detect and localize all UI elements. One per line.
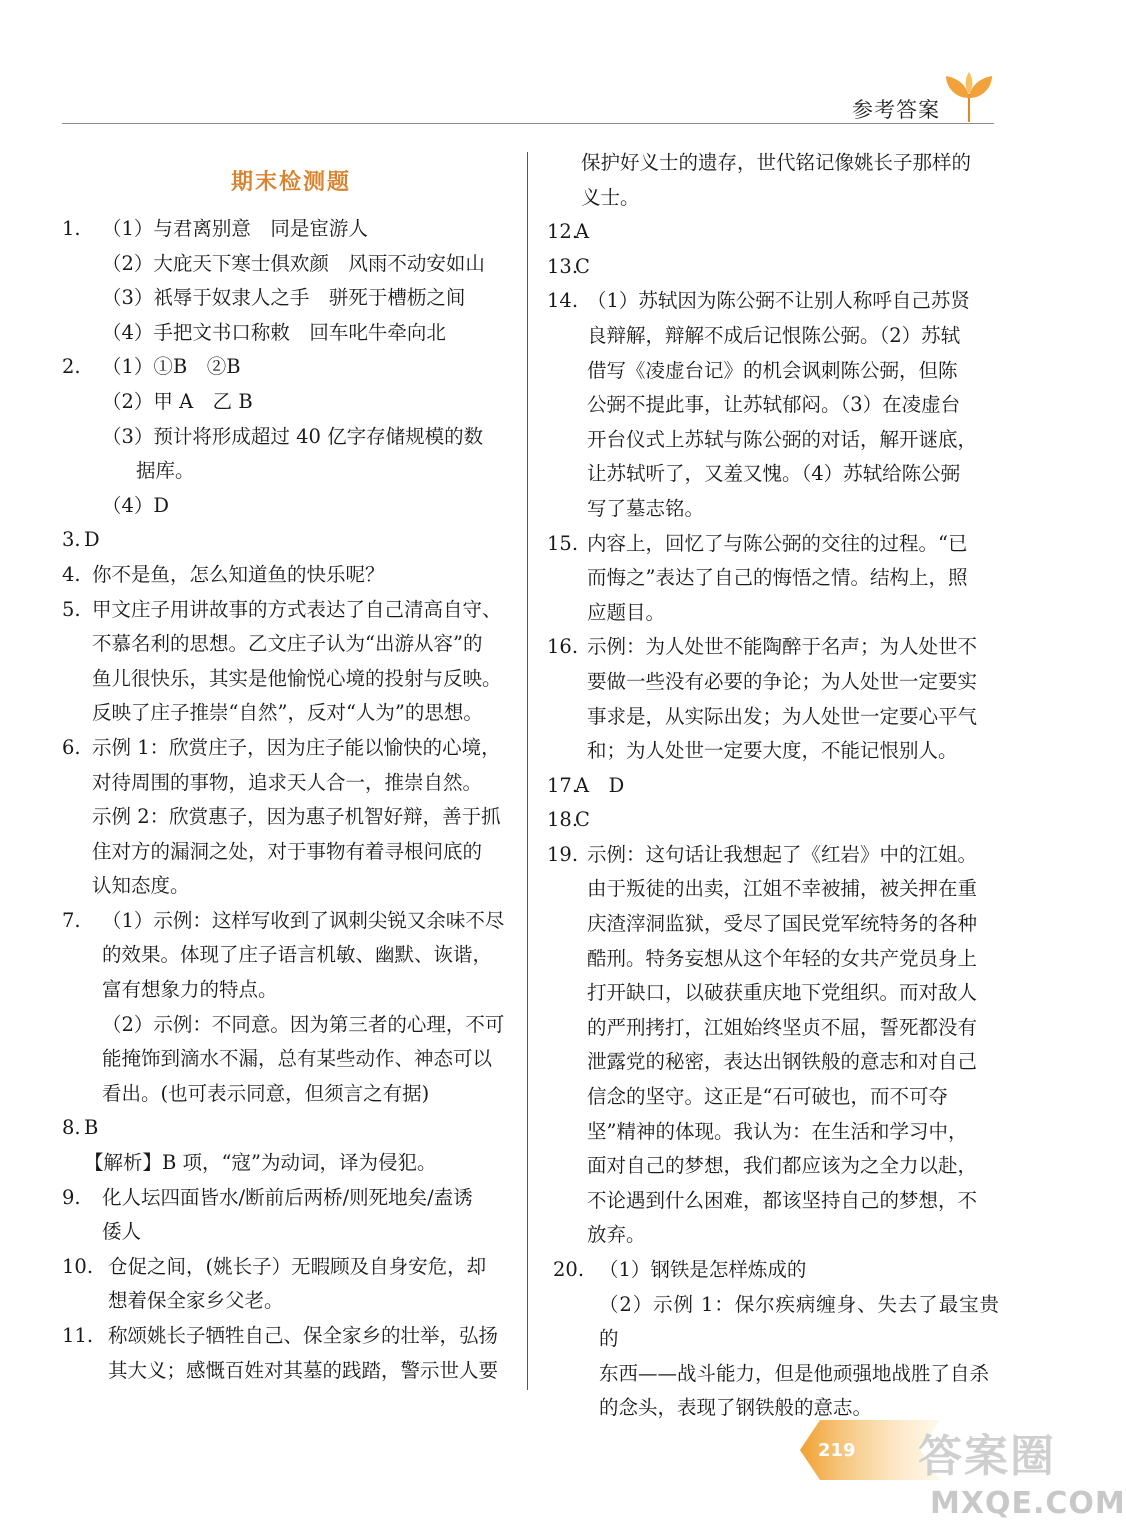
answer-20: 20. （1）钢铁是怎样炼成的 （2）示例 1：保尔疾病缠身、失去了最宝贵的 东西——战斗能力，但是他顽强地战胜了自杀 的念头，表现了钢铁般的意志。 [553, 1258, 999, 1420]
watermark-logo: 答案圈 [918, 1431, 1056, 1482]
column-divider [527, 152, 528, 1390]
answer-9: 9. 化人坛四面皆水/断前后两桥/则死地矣/盍诱 倭人 [62, 1185, 473, 1244]
page-header [0, 0, 1090, 130]
right-column [547, 146, 999, 1426]
answer-5: 5. 甲文庄子用讲故事的方式表达了自己清高自守、 不慕名利的思想。乙文庄子认为“出游从容”的 鱼儿很快乐，其实是他愉悦心境的投射与反映。 反映了庄子推崇“自然”，反对“人为”的思想。 [62, 597, 502, 725]
answer-15: 15. 内容上，回忆了与陈公弼的交往的过程。“已 而悔之”表达了自己的悔悟之情。结构上，照 应题目。 [547, 531, 968, 624]
answer-12: 12. A [547, 220, 590, 244]
header-title: 参考答案 [852, 98, 940, 122]
answer-6: 6. 示例 1：欣赏庄子，因为庄子能以愉快的心境， 对待周围的事物，追求天人合一，推崇自然。 示例 2：欣赏惠子，因为惠子机智好辩，善于抓 住对方的漏洞之处，对于事物有着寻根问底的 认知态度。 [62, 735, 501, 898]
watermark-url: MXQE.COM [930, 1486, 1126, 1521]
section-title: 期末检测题 [230, 170, 351, 195]
answer-3: 3. D [62, 528, 100, 552]
answer-2: 2. （1）①B ②B （2）甲 A 乙 B （3）预计将形成超过 40 亿字存储规模的数 据库。 （4）D [62, 355, 484, 517]
answer-8: 8. B 【解析】B 项，“寇”为动词，译为侵犯。 [62, 1111, 520, 1180]
page-number: 219 [818, 1440, 856, 1461]
leaf-sprout-icon [944, 72, 994, 124]
left-column [62, 158, 520, 1388]
answer-11-continued: 保护好义士的遗存，世代铭记像姚长子那样的 义士。 [581, 151, 972, 209]
answer-11: 11. 称颂姚长子牺牲自己、保全家乡的壮举，弘扬 其大义；感慨百姓对其墓的践踏，警示世人要 [62, 1324, 499, 1382]
answer-16: 16. 示例：为人处世不能陶醉于名声；为人处世不 要做一些没有必要的争论；为人处世一定要实 事求是，从实际出发；为人处世一定要心平气 和；为人处世一定要大度，不能记恨别人。 [547, 635, 978, 763]
answer-4: 4. 你不是鱼，怎么知道鱼的快乐呢？ [62, 562, 385, 586]
answer-1: 1. （1）与君离别意 同是宦游人 （2）大庇天下寒士俱欢颜 风雨不动安如山 （3）祇辱于奴隶人之手 骈死于槽枥之间 （4）手把文书口称敕 回车叱牛牵向北 [62, 217, 485, 344]
answer-10: 10. 仓促之间，(姚长子）无暇顾及自身安危，却 想着保全家乡父老。 [62, 1254, 487, 1313]
answer-8-analysis: 【解析】B 项，“寇”为动词，译为侵犯。 [84, 1151, 437, 1175]
answer-18: 18. C [547, 808, 590, 832]
answer-7: 7. （1）示例：这样写收到了讽刺尖锐又余味不尽 的效果。体现了庄子语言机敏、幽默、诙谐， 富有想象力的特点。 （2）示例：不同意。因为第三者的心理，不可 能掩饰到滴水不漏，总有某些动作、神态可以 看出。(也可表示同意，但须言之有据) [62, 908, 505, 1105]
answer-13: 13. C [547, 254, 590, 278]
answer-19: 19. 示例：这句话让我想起了《红岩》中的江姐。 由于叛徒的出卖，江姐不幸被捕，被关押在重 庆渣滓洞监狱，受尽了国民党军统特务的各种 酷刑。特务妄想从这个年轻的女共产党员身上 打开缺口，以破获重庆地下党组织。而对敌人 的严刑拷打，江姐始终坚贞不屈，誓死都没有 泄露党的秘密，表达出钢铁般的意志和对自己 信念的坚守。这正是“石可破也，而不可夺 坚”精神的体现。我认为：在生活和学习中， 面对自己的梦想，我们都应该为之全力以赴， 不论遇到什么困难，都该坚持自己的梦想，不 放弃。 [547, 842, 978, 1247]
header-rule [62, 123, 994, 124]
answer-14: 14. （1）苏轼因为陈公弼不让别人称呼自己苏贤 良辩解，辩解不成后记恨陈公弼。（2）苏轼 借写《凌虚台记》的机会讽刺陈公弼，但陈 公弼不提此事，让苏轼郁闷。（3）在凌虚台 开台仪式上苏轼与陈公弼的对话，解开谜底， 让苏轼听了，又羞又愧。（4）苏轼给陈公弼 写了墓志铭。 [547, 289, 978, 520]
answer-17: 17. A D [547, 773, 625, 797]
